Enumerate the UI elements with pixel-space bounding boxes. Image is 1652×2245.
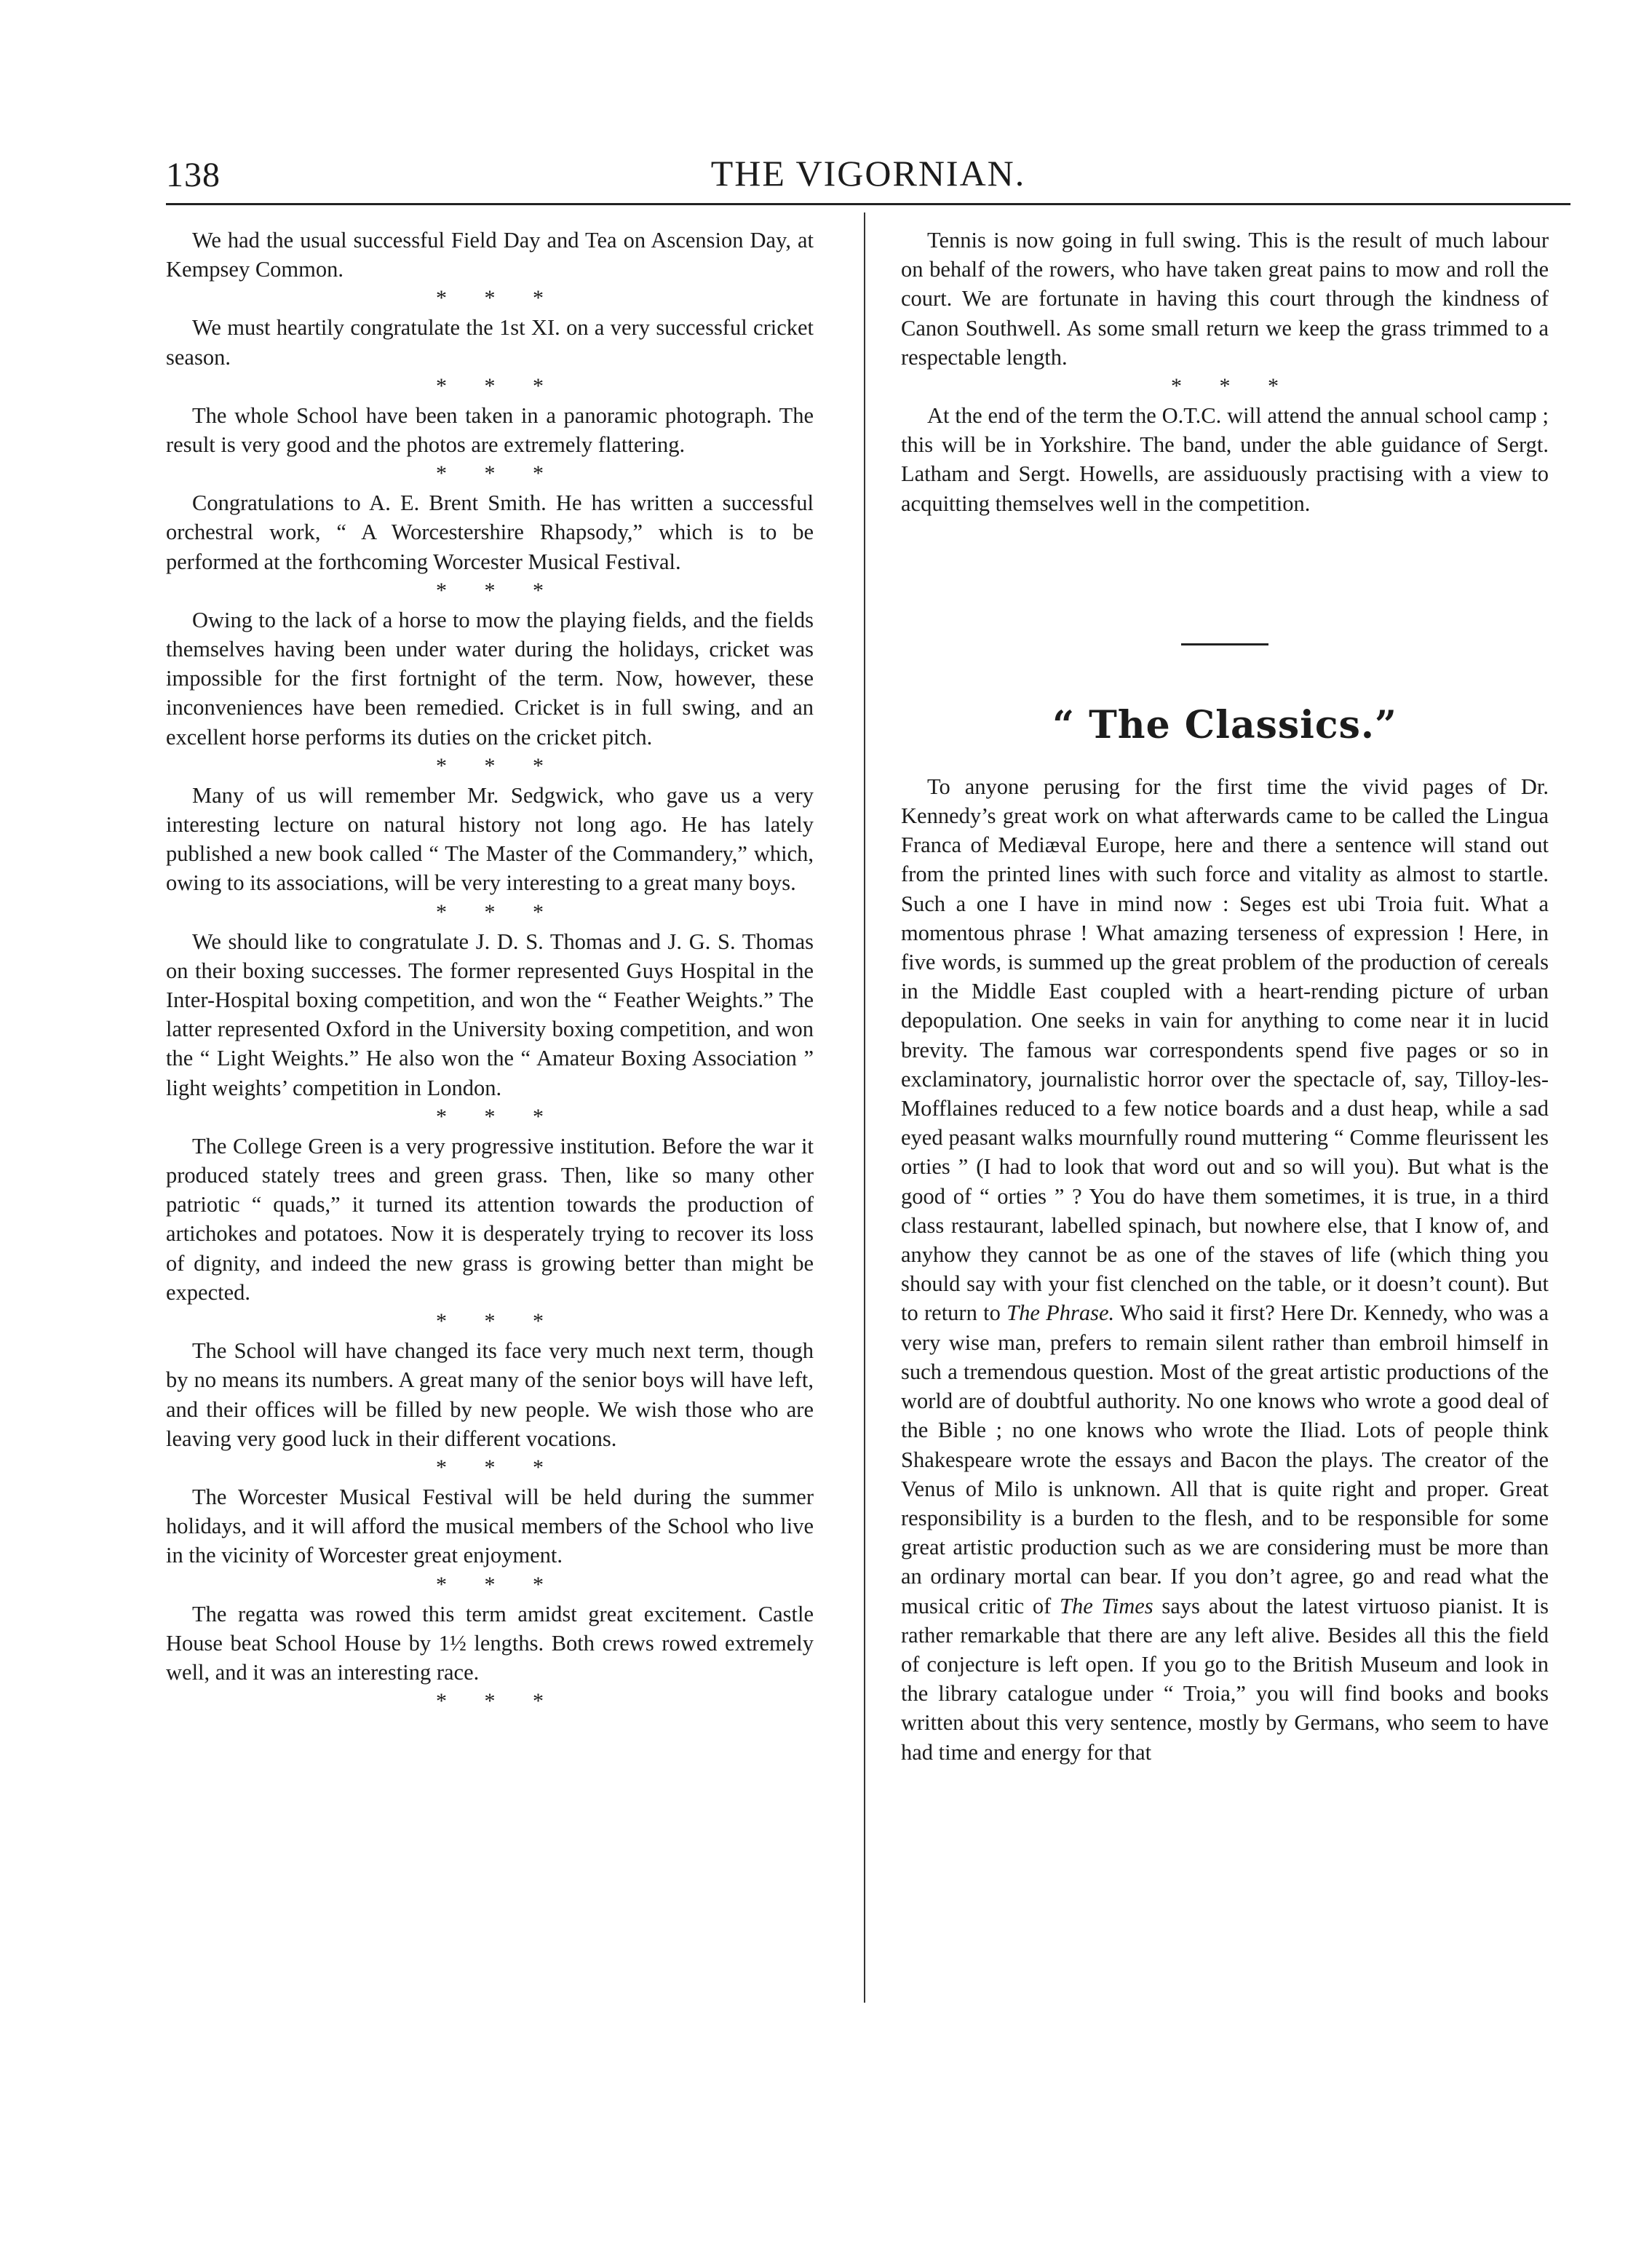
news-item: We should like to congratulate J. D. S. Thomas and J. G. S. Thomas on their boxing successes. The former represented Guys Hospital in the Inter-Hospital boxing competition, and won the “ Feather Weights.” The latter represented Oxford in the University boxing competition, and won the “ Light Weights.” He also won the “ Amateur Boxing Association ” light weights’ competition in London.: [166, 929, 814, 1100]
star-separator: * * *: [436, 286, 560, 311]
news-item: Tennis is now going in full swing. This is the result of much labour on behalf of the rowers, who have taken great pains to mow and roll the court. We are fortunate in having this court through the kindness of Canon Southwell. As some small return we keep the grass trimmed to a respectable length.: [901, 228, 1549, 370]
star-separator: * * *: [436, 1689, 560, 1714]
news-item: At the end of the term the O.T.C. will attend the annual school camp ; this will be in Yorkshire. The band, under the able guidance of Sergt. Latham and Sergt. Howells, are assiduously practising with a view to acquitting themselves well in the competition.: [901, 403, 1549, 516]
right-column: [901, 226, 1549, 1767]
star-separator: * * *: [436, 1455, 560, 1479]
page-number: 138: [166, 156, 221, 194]
page-header: [166, 149, 1570, 207]
left-column: [166, 226, 814, 1716]
news-item: The whole School have been taken in a panoramic photograph. The result is very good and the photos are extremely flattering.: [166, 402, 814, 458]
news-item: Congratulations to A. E. Brent Smith. He has written a successful orchestral work, “ A Worcestershire Rhapsody,” which is to be performed at the forthcoming Worcester Musical Festival.: [166, 490, 814, 574]
star-separator: * * *: [436, 461, 560, 486]
news-item: Many of us will remember Mr. Sedgwick, who gave us a very interesting lecture on natural history not long ago. He has lately published a new book called “ The Master of the Commandery,” which, owing to its associations, will be very interesting to a great many boys.: [166, 782, 814, 896]
section-rule: [1181, 643, 1268, 645]
star-separator: * * *: [436, 753, 560, 778]
star-separator: * * *: [436, 1572, 560, 1597]
article-text: To anyone perusing for the first time the vivid pages of Dr. Kennedy’s great work on what afterwards came to be called the Lingua Franca of Mediæval Europe, here and there a sentence will stand out from the printed lines with such force and vitality as almost to startle. Such a one I have in mind now : Seges est ubi Troia fuit. What a momentous phrase ! What amazing terseness of expression ! Here, in five words, is summed up the great problem of the production of cereals in the Middle East coupled with a heart-rending picture of urban depopulation. One seeks in vain for anything to come near it in lucid brevity. The famous war correspondents spend five pages or so in exclaminatory, journalistic horror over the spectacle of, say, Tilloy-les-Mofflaines reduced to a few notice boards and a dust heap, while a sad eyed peasant walks mournfully round muttering “ Comme fleurissent les orties ” (I had to look that word out and so will you). But what is the good of “ orties ” ? You do have them sometimes, it is true, in a third class restaurant, labelled spinach, but nowhere else, that I know of, and anyhow they cannot be as one of the staves of life (which thing you should say with your fist clenched on the table, or it doesn’t count). But to return to: [901, 774, 1549, 1326]
star-separator: * * *: [436, 1104, 560, 1129]
news-item: Owing to the lack of a horse to mow the playing fields, and the fields themselves having been under water during the holidays, cricket was impossible for the first fortnight of the term. Now, however, these inconveniences have been remedied. Cricket is in full swing, and an excellent horse performs its duties on the cricket pitch.: [166, 607, 814, 750]
header-rule: [166, 203, 1570, 205]
article-text: Who said it first? Here Dr. Kennedy, who was a very wise man, prefers to remain silent rather than embroil himself in such a tremendous question. Most of the great artistic productions of the world are of doubtful authority. No one knows who wrote a good deal of the Bible ; no one knows who wrote the Iliad. Lots of people think Shakespeare wrote the essays and Bacon the plays. The creator of the Venus of Milo is unknown. All that is quite right and proper. Great responsibility is a burden to the flesh, and to be responsible for some great artistic production such as we are considering must be more than an ordinary mortal can bear. If you don’t agree, go and read what the musical critic of: [901, 1300, 1549, 1618]
star-separator: * * *: [436, 373, 560, 398]
star-separator: * * *: [1171, 374, 1295, 399]
running-title: THE VIGORNIAN.: [710, 153, 1026, 194]
news-item: The Worcester Musical Festival will be held during the summer holidays, and it will afford the musical members of the School who live in the vicinity of Worcester great enjoyment.: [166, 1484, 814, 1568]
news-item: The regatta was rowed this term amidst great excitement. Castle House beat School House by 1½ lengths. Both crews rowed extremely well, and it was an interesting race.: [166, 1601, 814, 1685]
article-title: “ The Classics.”: [1052, 702, 1397, 747]
article-italic-phrase: The Phrase.: [1006, 1300, 1115, 1326]
news-item: We had the usual successful Field Day and Tea on Ascension Day, at Kempsey Common.: [166, 228, 814, 282]
star-separator: * * *: [436, 899, 560, 924]
column-divider: [864, 212, 865, 2003]
news-item: The School will have changed its face very much next term, though by no means its numbers. A great many of the senior boys will have left, and their offices will be filled by new people. We wish those who are leaving very good luck in their different vocations.: [166, 1338, 814, 1451]
article-body: [901, 772, 1549, 1767]
article-text: says about the latest virtuoso pianist. It is rather remarkable that there are any left alive. Besides all this the field of conjecture is left open. If you go to the British Museum and look in the library catalogue under “ Troia,” you will find books and books written about this very sentence, mostly by Germans, who seem to have had time and energy for that: [901, 1593, 1549, 1765]
article-italic-times: The Times: [1060, 1593, 1153, 1618]
news-item: The College Green is a very progressive institution. Before the war it produced stately trees and green grass. Then, like so many other patriotic “ quads,” it turned its attention towards the production of artichokes and potatoes. Now it is desperately trying to recover its loss of dignity, and indeed the new grass is growing better than might be expected.: [166, 1133, 814, 1305]
news-item: We must heartily congratulate the 1st XI. on a very successful cricket season.: [166, 315, 814, 370]
star-separator: * * *: [436, 578, 560, 603]
star-separator: * * *: [436, 1309, 560, 1334]
